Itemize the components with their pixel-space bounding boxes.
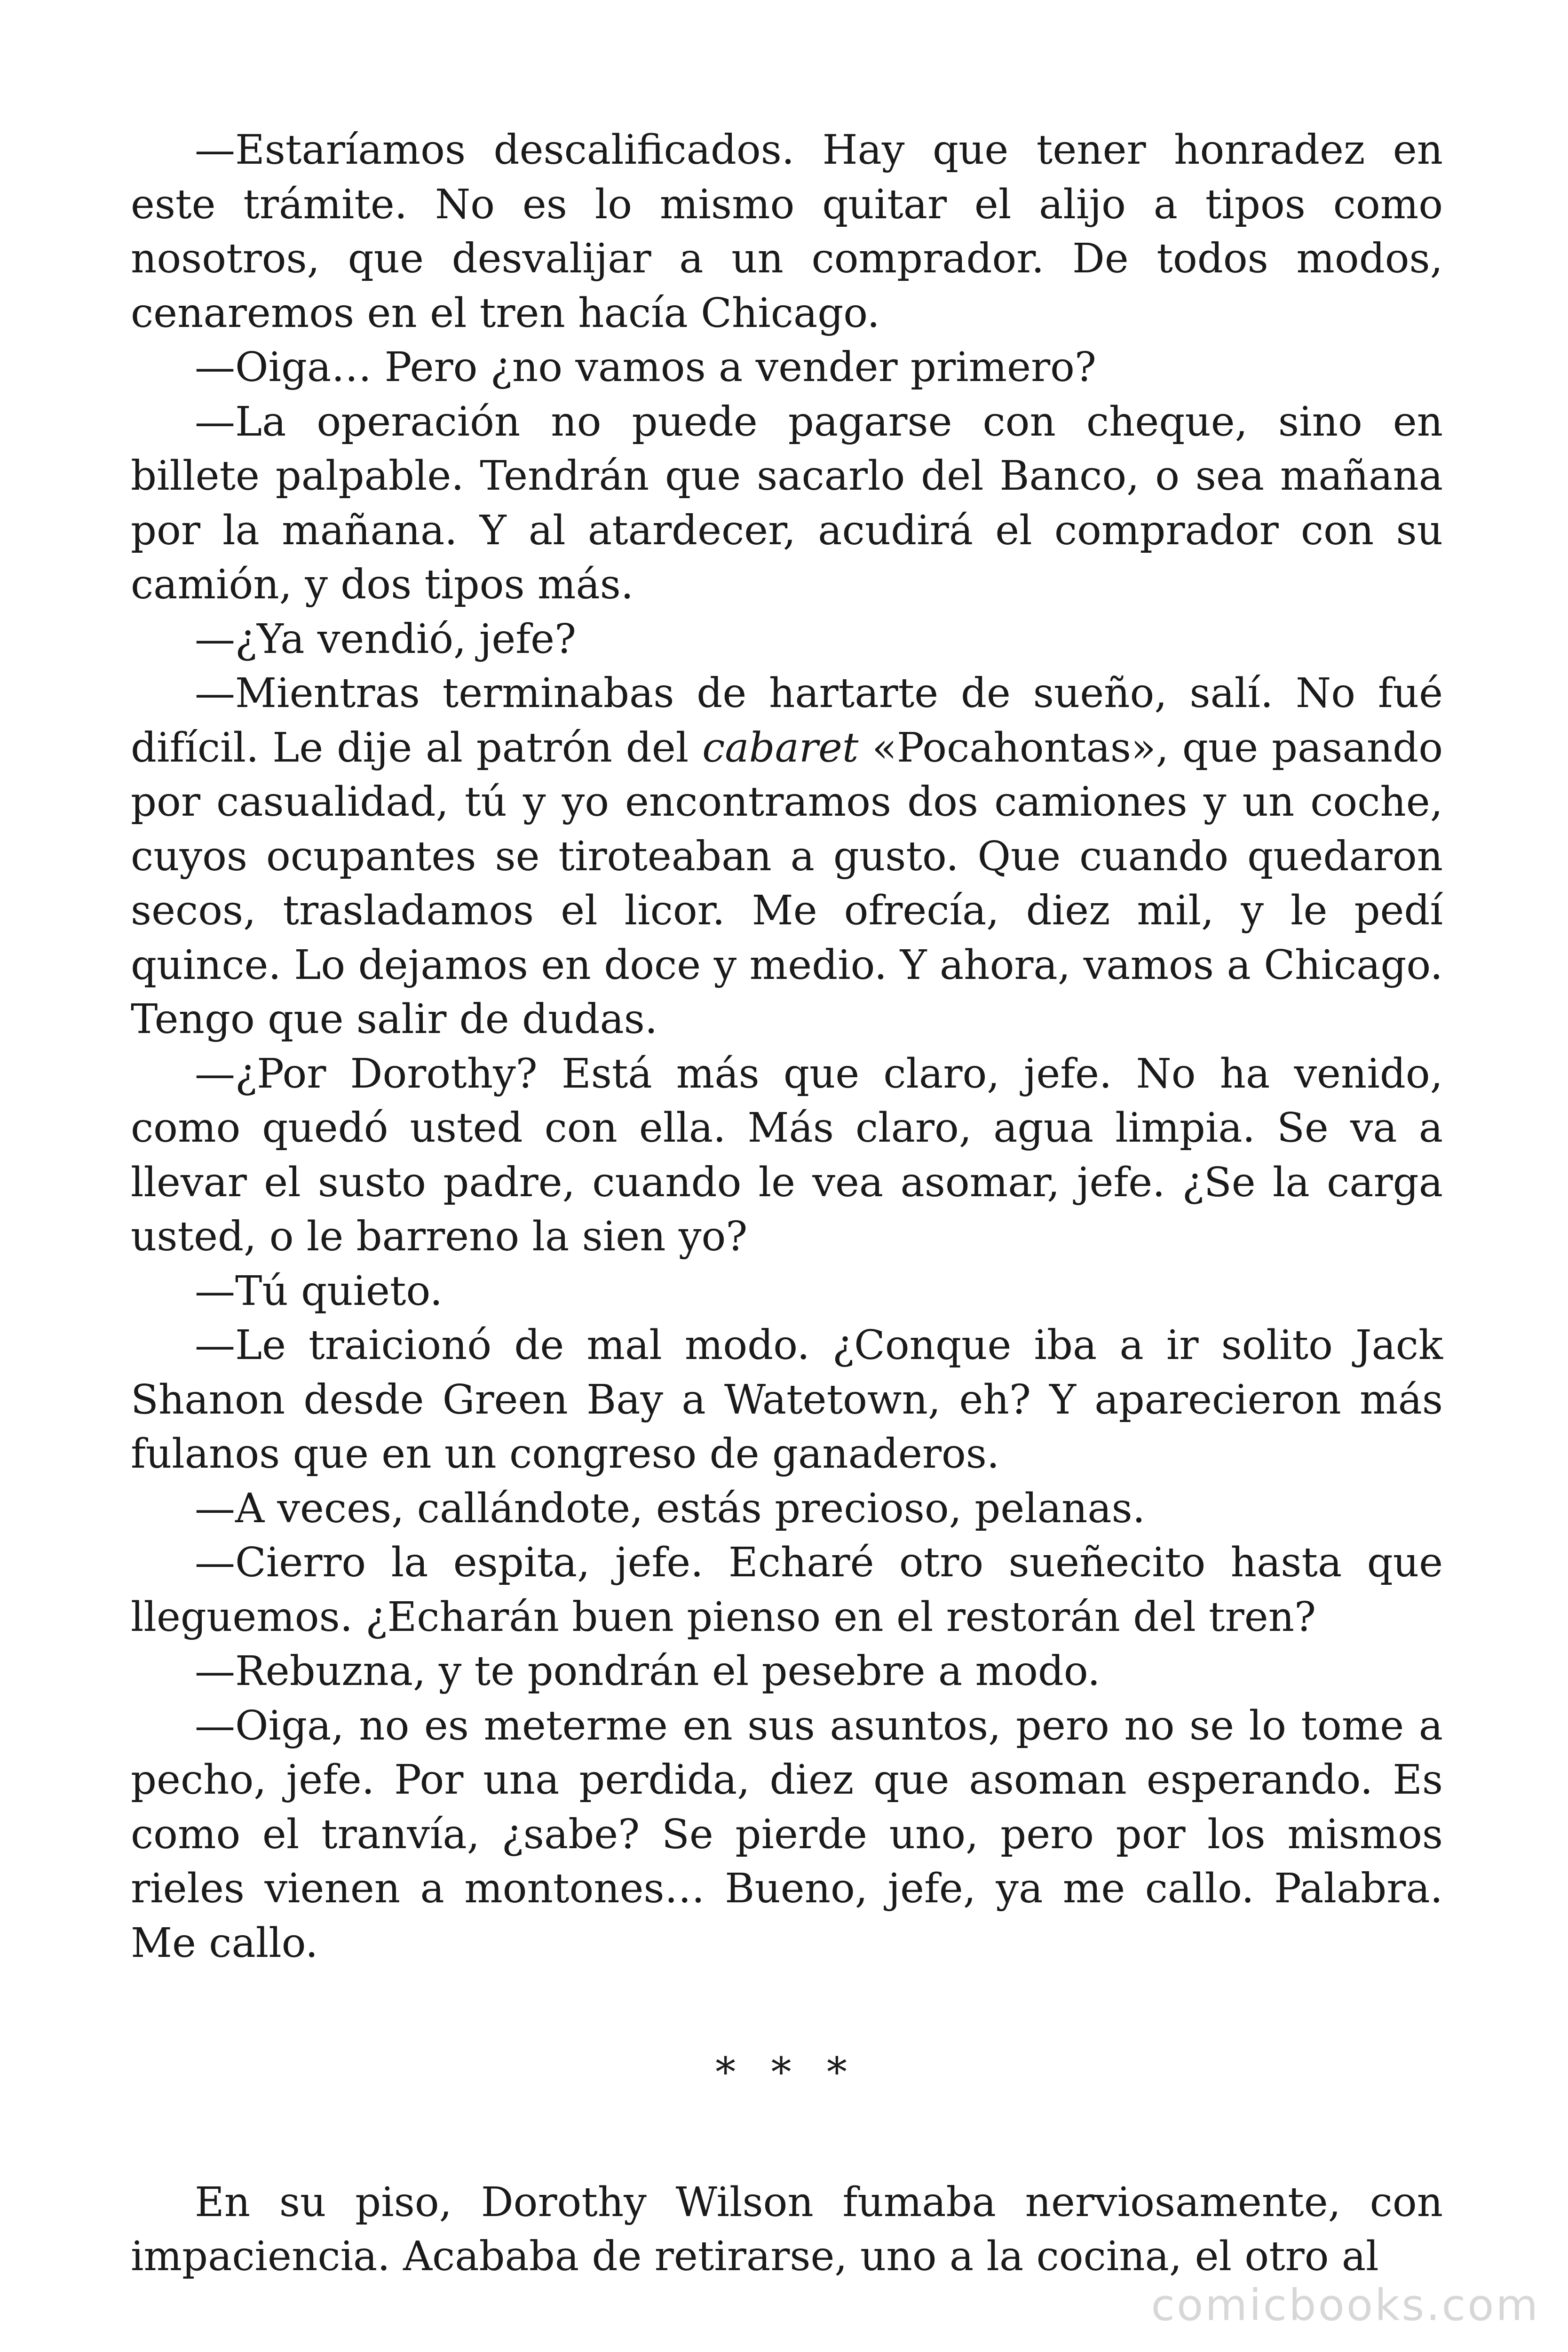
paragraph: —Oiga… Pero ¿no vamos a vender primero? [195, 344, 1097, 391]
paragraph [131, 667, 1443, 1047]
paragraph: —Le traicionó de mal modo. ¿Conque iba a ir solito Jack Shanon desde Green Bay a Watetown, eh? Y aparecieron más fulanos que en un congreso de ganaderos. [131, 1322, 1443, 1478]
paragraph-text: «Pocahontas», que pasando por casualidad, tú y yo encontramos dos camiones y un coche, cuyos ocupantes se tiroteaban a gusto. Que cuando quedaron secos, trasladamos el licor. Me ofrecía, diez mil, y le pedí quince. Lo dejamos en doce y medio. Y ahora, vamos a Chicago. Tengo que salir de dudas. [131, 724, 1443, 1043]
watermark: comicbooks.com [1151, 2280, 1540, 2330]
paragraph: —Oiga, no es meterme en sus asuntos, pero no se lo tome a pecho, jefe. Por una perdida, diez que asoman esperando. Es como el tranvía, ¿sabe? Se pierde uno, pero por los mismos rieles vienen a montones… Bueno, jefe, ya me callo. Palabra. Me callo. [131, 1702, 1443, 1967]
section-separator: * * * [715, 2049, 858, 2096]
book-page-text [131, 123, 1443, 2284]
paragraph-text: —Mientras terminabas de hartarte de sueño, salí. No fué difícil. Le dije al patrón del [131, 670, 1443, 771]
italic-word: cabaret [702, 724, 859, 771]
paragraph: —Tú quieto. [195, 1267, 443, 1315]
paragraph: —Rebuzna, y te pondrán el pesebre a modo. [195, 1648, 1101, 1695]
paragraph: —¿Ya vendió, jefe? [195, 615, 577, 663]
paragraph: —Estaríamos descalificados. Hay que tener honradez en este trámite. No es lo mismo quitar el alijo a tipos como nosotros, que desvalijar a un comprador. De todos modos, cenaremos en el tren hacía Chicago. [131, 127, 1443, 337]
paragraph: —A veces, callándote, estás precioso, pelanas. [195, 1485, 1146, 1532]
paragraph: En su piso, Dorothy Wilson fumaba nerviosamente, con impaciencia. Acababa de retirarse, uno a la cocina, el otro al [131, 2178, 1443, 2280]
paragraph: —La operación no puede pagarse con cheque, sino en billete palpable. Tendrán que sacarlo del Banco, o sea mañana por la mañana. Y al atardecer, acudirá el comprador con su camión, y dos tipos más. [131, 398, 1443, 608]
paragraph: —Cierro la espita, jefe. Echaré otro sueñecito hasta que lleguemos. ¿Echarán buen pienso en el restorán del tren? [131, 1539, 1443, 1641]
paragraph: —¿Por Dorothy? Está más que claro, jefe. No ha venido, como quedó usted con ella. Más claro, agua limpia. Se va a llevar el susto padre, cuando le vea asomar, jefe. ¿Se la carga usted, o le barreno la sien yo? [131, 1050, 1443, 1260]
